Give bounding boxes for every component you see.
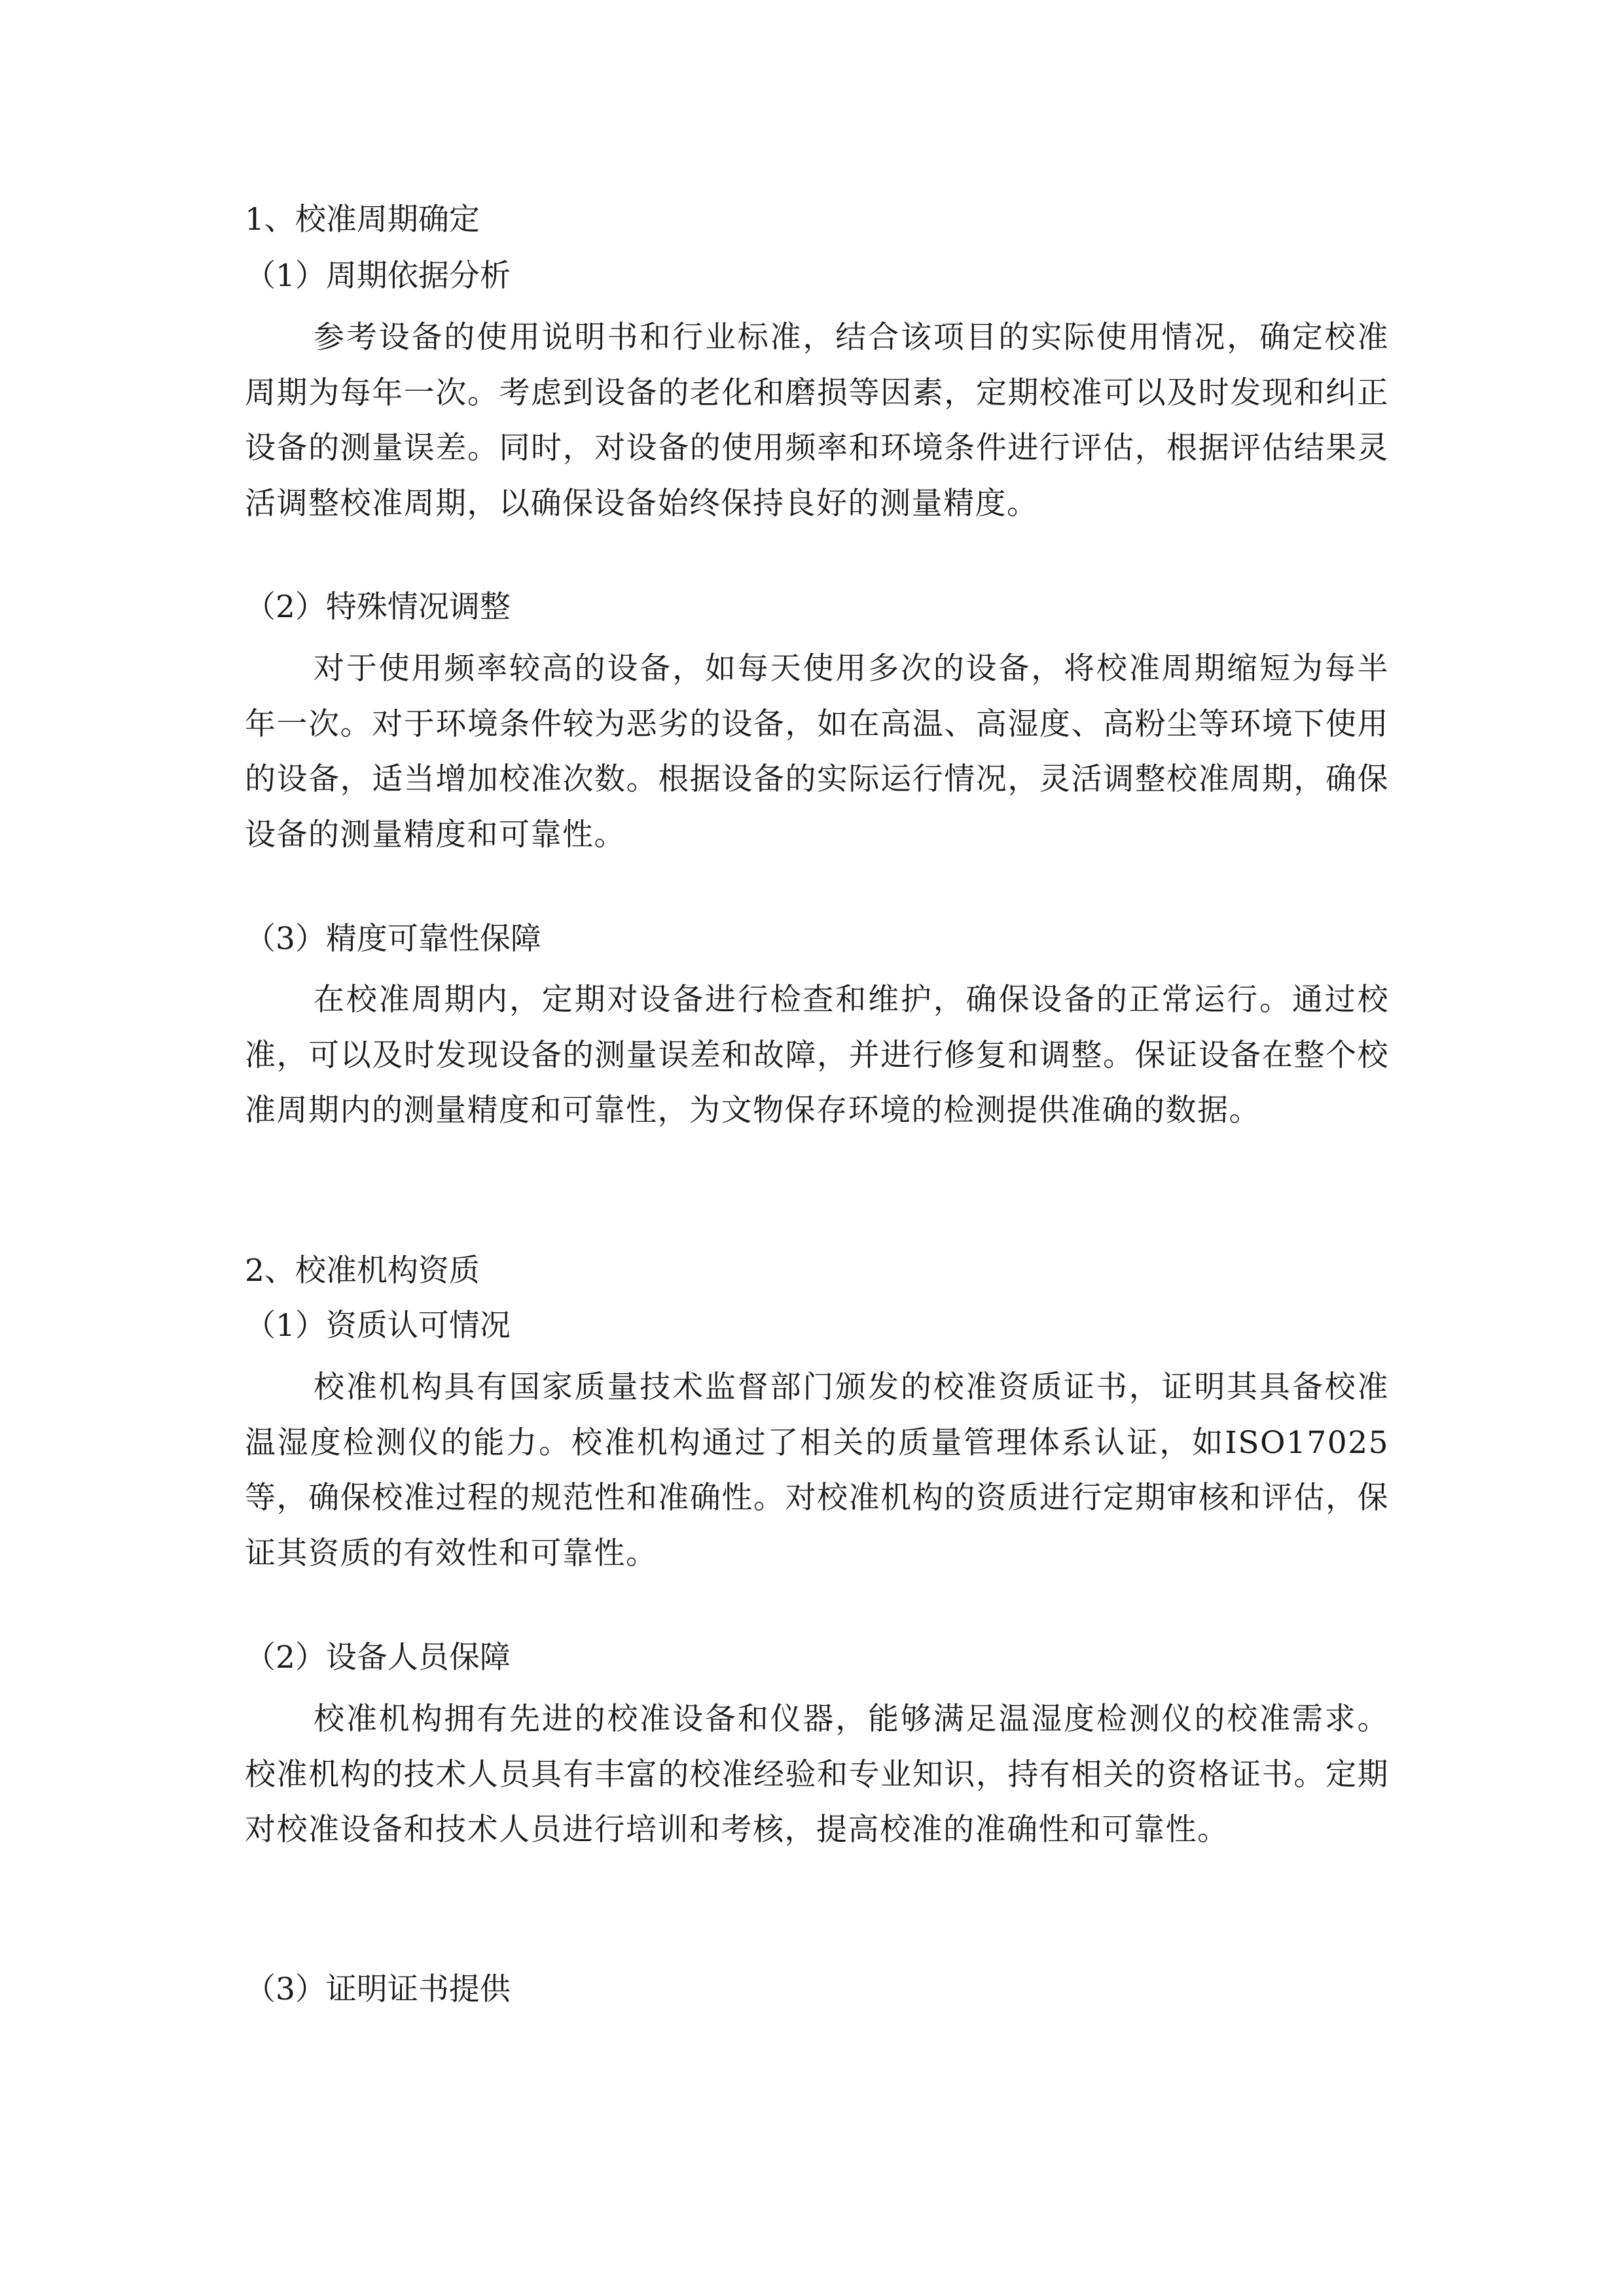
section-heading: 2、校准机构资质 [245, 1253, 480, 1289]
subsection-title: （3）证明证书提供 [245, 1971, 511, 2007]
section-heading: 1、校准周期确定 [245, 202, 480, 238]
subsection-title: （1）周期依据分析 [245, 258, 511, 294]
subsection-title: （2）特殊情况调整 [245, 589, 511, 625]
subsection-title: （3）精度可靠性保障 [245, 921, 541, 957]
paragraph: 对于使用频率较高的设备，如每天使用多次的设备，将校准周期缩短为每半年一次。对于环境条件较为恶劣的设备，如在高温、高湿度、高粉尘等环境下使用的设备，适当增加校准次数。根据设备的实际运行情况，灵活调整校准周期，确保设备的测量精度和可靠性。 [245, 651, 1389, 853]
subsection-title: （2）设备人员保障 [245, 1640, 511, 1676]
paragraph: 校准机构拥有先进的校准设备和仪器，能够满足温湿度检测仪的校准需求。校准机构的技术人员具有丰富的校准经验和专业知识，持有相关的资格证书。定期对校准设备和技术人员进行培训和考核，提高校准的准确性和可靠性。 [245, 1701, 1389, 1848]
subsection-title: （1）资质认可情况 [245, 1308, 511, 1344]
paragraph: 参考设备的使用说明书和行业标准，结合该项目的实际使用情况，确定校准周期为每年一次。考虑到设备的老化和磨损等因素，定期校准可以及时发现和纠正设备的测量误差。同时，对设备的使用频率和环境条件进行评估，根据评估结果灵活调整校准周期，以确保设备始终保持良好的测量精度。 [245, 319, 1389, 522]
paragraph: 在校准周期内，定期对设备进行检查和维护，确保设备的正常运行。通过校准，可以及时发现设备的测量误差和故障，并进行修复和调整。保证设备在整个校准周期内的测量精度和可靠性，为文物保存环境的检测提供准确的数据。 [245, 982, 1389, 1128]
paragraph: 校准机构具有国家质量技术监督部门颁发的校准资质证书，证明其具备校准温湿度检测仪的能力。校准机构通过了相关的质量管理体系认证，如ISO17025等，确保校准过程的规范性和准确性。对校准机构的资质进行定期审核和评估，保证其资质的有效性和可靠性。 [245, 1369, 1389, 1571]
